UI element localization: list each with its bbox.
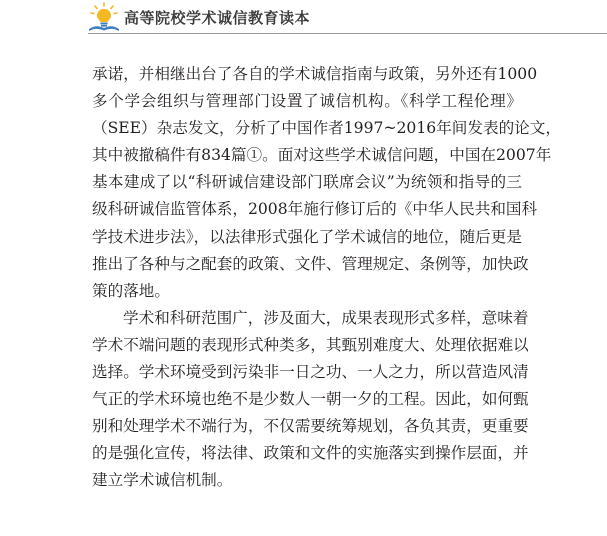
text-line: 其中被撤稿件有834篇①。面对这些学术诚信问题，中国在2007年 <box>92 146 552 165</box>
text-line: 学技术进步法》，以法律形式强化了学术诚信的地位，随后更是 <box>92 227 522 246</box>
text-line: 策的落地。 <box>92 281 170 300</box>
text-line: 学术不端问题的表现形式种类多，其甄别难度大、处理依据难以 <box>92 335 529 354</box>
header-divider <box>88 33 607 34</box>
book-title: 高等院校学术诚信教育读本 <box>124 8 311 27</box>
text-line: 承诺，并相继出台了各自的学术诚信指南与政策，另外还有1000 <box>92 65 538 83</box>
text-line: 学术和科研范围广，涉及面大，成果表现形式多样，意味着 <box>123 308 529 327</box>
paragraph <box>92 305 529 495</box>
text-line: 别和处理学术不端行为，不仅需要统筹规划，各负其责，更重要 <box>92 417 529 436</box>
text-line: 气正的学术环境也绝不是少数人一朝一夕的工程。因此，如何甄 <box>92 390 529 409</box>
text-line: 级科研诚信监管体系，2008年施行修订后的《中华人民共和国科 <box>92 200 538 219</box>
running-header <box>88 2 310 32</box>
lightbulb-logo-icon <box>88 2 120 32</box>
text-line: 多个学会组织与管理部门设置了诚信机构。《科学工程伦理》 <box>92 92 522 111</box>
text-line: 选择。学术环境受到污染非一日之功、一人之力，所以营造风清 <box>92 363 529 382</box>
text-line: 建立学术诚信机制。 <box>92 471 233 490</box>
paragraph <box>92 61 561 305</box>
body-text <box>92 61 561 495</box>
text-line: 推出了各种与之配套的政策、文件、管理规定、条例等，加快政 <box>92 254 529 273</box>
text-line: 基本建成了以“科研诚信建设部门联席会议”为统领和指导的三 <box>92 173 522 192</box>
text-line: 的是强化宣传，将法律、政策和文件的实施落实到操作层面，并 <box>92 444 529 463</box>
text-line: （SEE）杂志发文，分析了中国作者1997~2016年间发表的论文， <box>92 119 561 138</box>
